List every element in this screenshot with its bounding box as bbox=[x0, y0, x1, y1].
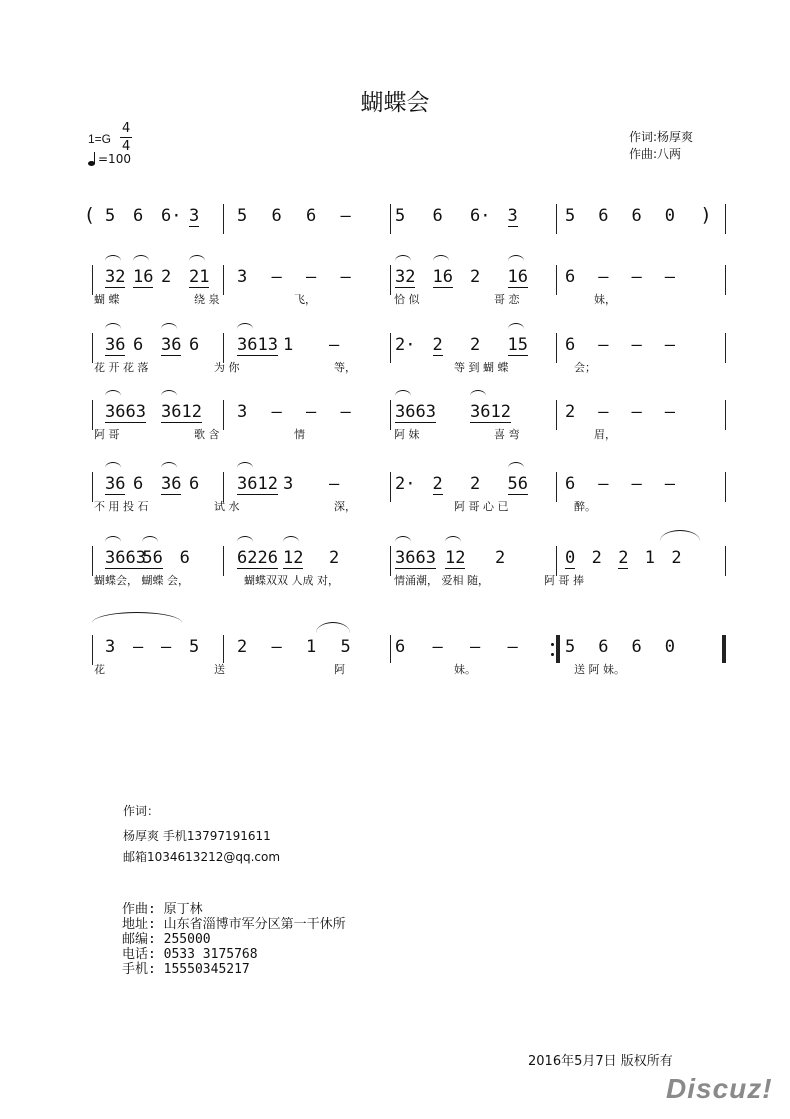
note: – bbox=[306, 267, 317, 287]
note: – bbox=[507, 637, 518, 657]
slur-arc bbox=[161, 462, 177, 468]
lyric-text: 阿 哥 捧 bbox=[544, 574, 584, 587]
note: – bbox=[598, 335, 609, 355]
lyric-text: 眉， bbox=[594, 428, 616, 441]
lyric-text: 阿 妹 bbox=[394, 428, 420, 441]
bar-line bbox=[223, 400, 224, 430]
note: 6 bbox=[631, 637, 642, 657]
note: 16 bbox=[507, 267, 528, 287]
note: 2 bbox=[671, 548, 682, 568]
note: 6 bbox=[133, 474, 144, 494]
bar-line bbox=[92, 635, 93, 665]
note: 0 bbox=[664, 206, 675, 226]
note: 1 bbox=[283, 335, 294, 355]
slur-arc bbox=[161, 390, 177, 396]
slur-arc bbox=[470, 390, 486, 396]
contact-postcode: 邮编: 255000 bbox=[122, 932, 211, 947]
time-signature-line bbox=[120, 137, 132, 138]
bar-line bbox=[556, 333, 557, 363]
note: 1 bbox=[644, 548, 656, 568]
note: 6 bbox=[133, 335, 144, 355]
bar-line bbox=[725, 265, 726, 295]
note: 6 bbox=[179, 548, 190, 568]
note: 32 bbox=[395, 267, 416, 287]
repeat-dot bbox=[551, 653, 554, 656]
slur-arc bbox=[508, 255, 524, 261]
note: 5 bbox=[340, 637, 351, 657]
slur-arc bbox=[142, 536, 158, 542]
note: 56 bbox=[142, 548, 163, 568]
note: – bbox=[664, 474, 675, 494]
note: 5 bbox=[189, 637, 200, 657]
lyric-text: 蝴 蝶 bbox=[94, 293, 120, 306]
slur-arc bbox=[283, 536, 299, 542]
slur-arc bbox=[133, 255, 149, 261]
lyric-text: 送 阿 妹。 bbox=[574, 663, 625, 676]
note: 36 bbox=[105, 474, 126, 494]
bar-line bbox=[92, 333, 93, 363]
tempo-marking bbox=[88, 152, 131, 166]
lyric-text: 阿 哥 bbox=[94, 428, 120, 441]
repeat-dot bbox=[551, 643, 554, 646]
contact-address: 地址: 山东省淄博市军分区第一干休所 bbox=[122, 917, 346, 932]
note: 3612 bbox=[161, 402, 202, 422]
note: 2 bbox=[470, 335, 481, 355]
note: – bbox=[340, 402, 351, 422]
key-signature: 1=G bbox=[88, 132, 112, 146]
note: – bbox=[133, 637, 144, 657]
note: 3 bbox=[507, 206, 518, 226]
lyric-text: 深， bbox=[334, 500, 356, 513]
lyricist-credit: 作词:杨厚爽 bbox=[629, 130, 694, 144]
lyric-text: 等， bbox=[334, 361, 356, 374]
long-slur-arc bbox=[316, 622, 350, 633]
note: 2· bbox=[395, 474, 416, 494]
note: 36 bbox=[161, 474, 182, 494]
note: 6226 bbox=[237, 548, 278, 568]
note: 6· bbox=[470, 206, 491, 226]
song-title: 蝴蝶会 bbox=[360, 90, 430, 116]
slur-arc bbox=[105, 255, 121, 261]
note: 32 bbox=[105, 267, 126, 287]
slur-arc bbox=[105, 462, 121, 468]
note: 1 bbox=[306, 637, 317, 657]
note: 3 bbox=[283, 474, 294, 494]
note: 3663 bbox=[395, 548, 436, 568]
slur-arc bbox=[395, 390, 411, 396]
note: 6· bbox=[161, 206, 182, 226]
note: – bbox=[664, 335, 675, 355]
quarter-note-icon bbox=[88, 152, 98, 166]
tempo-value: =100 bbox=[98, 152, 131, 166]
note: – bbox=[432, 637, 443, 657]
bar-line bbox=[92, 546, 93, 576]
note: 2 bbox=[470, 267, 481, 287]
note: – bbox=[631, 335, 642, 355]
note: 3663 bbox=[105, 402, 146, 422]
open-paren: ( bbox=[86, 204, 94, 226]
note: – bbox=[340, 206, 351, 226]
bar-line bbox=[390, 635, 391, 663]
note: 5 bbox=[565, 637, 576, 657]
note: 12 bbox=[445, 548, 466, 568]
note: – bbox=[598, 474, 609, 494]
lyric-text: 飞， bbox=[294, 293, 316, 306]
note: – bbox=[664, 402, 675, 422]
copyright-date: 2016年5月7日 版权所有 bbox=[528, 1054, 673, 1069]
note: – bbox=[329, 335, 340, 355]
note: 15 bbox=[507, 335, 528, 355]
lyric-text: 花 bbox=[94, 663, 105, 676]
note: 2 bbox=[161, 267, 172, 287]
note: – bbox=[598, 402, 609, 422]
note: – bbox=[598, 267, 609, 287]
note: 2 bbox=[432, 474, 443, 494]
note: 6 bbox=[306, 206, 317, 226]
note: – bbox=[306, 402, 317, 422]
note: 6 bbox=[189, 474, 200, 494]
slur-arc bbox=[189, 255, 205, 261]
bar-line bbox=[725, 546, 726, 576]
watermark-logo: Discuz! bbox=[666, 1073, 773, 1104]
slur-arc bbox=[105, 536, 121, 542]
lyric-text: 妹。 bbox=[454, 663, 476, 676]
bar-line bbox=[223, 265, 224, 295]
note: 3 bbox=[105, 637, 116, 657]
slur-arc bbox=[433, 255, 449, 261]
note: 6 bbox=[395, 637, 406, 657]
lyric-text: 情涌潮， 爱相 随， bbox=[394, 574, 489, 587]
contact-lyricist-line: 杨厚爽 手机13797191611 bbox=[123, 829, 271, 843]
slur-arc bbox=[105, 323, 121, 329]
note: 2· bbox=[395, 335, 416, 355]
bar-line bbox=[725, 204, 726, 234]
note: – bbox=[631, 267, 642, 287]
bar-line bbox=[725, 472, 726, 502]
repeat-bar-line bbox=[557, 635, 560, 663]
note: 3612 bbox=[470, 402, 511, 422]
note: 6 bbox=[565, 267, 576, 287]
note: – bbox=[161, 637, 172, 657]
lyric-text: 歌 含 bbox=[194, 428, 220, 441]
lyric-text: 等 到 蝴 蝶 bbox=[454, 361, 509, 374]
note: 36 bbox=[105, 335, 126, 355]
lyric-text: 喜 弯 bbox=[494, 428, 520, 441]
lyric-text: 恰 似 bbox=[394, 293, 420, 306]
note: 56 bbox=[507, 474, 528, 494]
note: 3 bbox=[237, 267, 248, 287]
bar-line bbox=[725, 333, 726, 363]
bar-line bbox=[390, 400, 391, 430]
slur-arc bbox=[508, 462, 524, 468]
note: – bbox=[271, 267, 282, 287]
note: – bbox=[631, 402, 642, 422]
note: 6 bbox=[631, 206, 642, 226]
note: 5 bbox=[395, 206, 406, 226]
lyric-text: 情 bbox=[294, 428, 305, 441]
bar-line bbox=[556, 265, 557, 295]
note: 2 bbox=[618, 548, 629, 568]
bar-line bbox=[725, 400, 726, 430]
note: 2 bbox=[495, 548, 506, 568]
bar-line bbox=[223, 204, 224, 234]
bar-line bbox=[725, 635, 726, 663]
note: – bbox=[340, 267, 351, 287]
bar-line bbox=[390, 472, 391, 502]
note: 3 bbox=[189, 206, 200, 226]
note: 3613 bbox=[237, 335, 278, 355]
note: 2 bbox=[329, 548, 340, 568]
note: 36 bbox=[161, 335, 182, 355]
lyric-text: 蝴蝶会， 蝴蝶 会， bbox=[94, 574, 189, 587]
contact-composer: 作曲: 原丁林 bbox=[122, 902, 203, 917]
note: 6 bbox=[598, 206, 609, 226]
slur-arc bbox=[395, 255, 411, 261]
slur-arc bbox=[161, 323, 177, 329]
contact-phone: 电话: 0533 3175768 bbox=[122, 947, 258, 962]
slur-arc bbox=[445, 536, 461, 542]
bar-line bbox=[390, 265, 391, 295]
note: – bbox=[329, 474, 340, 494]
final-bar-line bbox=[722, 635, 725, 663]
note: 6 bbox=[432, 206, 443, 226]
lyric-text: 试 水 bbox=[214, 500, 240, 513]
contact-lyricist-label: 作词： bbox=[123, 804, 160, 818]
lyric-text: 送 bbox=[214, 663, 225, 676]
bar-line bbox=[556, 204, 557, 234]
note: 6 bbox=[565, 474, 576, 494]
note: 2 bbox=[565, 402, 576, 422]
note: 3612 bbox=[237, 474, 278, 494]
note: – bbox=[271, 402, 282, 422]
note: 16 bbox=[432, 267, 453, 287]
note: – bbox=[631, 474, 642, 494]
note: 2 bbox=[470, 474, 481, 494]
long-slur-arc bbox=[660, 530, 700, 541]
note: 21 bbox=[189, 267, 210, 287]
note: 2 bbox=[237, 637, 248, 657]
lyric-text: 为 你 bbox=[214, 361, 240, 374]
note: 16 bbox=[133, 267, 154, 287]
bar-line bbox=[223, 546, 224, 576]
slur-arc bbox=[237, 323, 253, 329]
note: 5 bbox=[105, 206, 116, 226]
bar-line bbox=[556, 400, 557, 430]
note: 6 bbox=[271, 206, 282, 226]
contact-mobile: 手机: 15550345217 bbox=[122, 962, 250, 977]
note: 0 bbox=[565, 548, 576, 568]
note: – bbox=[470, 637, 481, 657]
bar-line bbox=[556, 472, 557, 502]
lyric-text: 绕 泉 bbox=[194, 293, 220, 306]
note: 6 bbox=[133, 206, 144, 226]
note: – bbox=[271, 637, 282, 657]
time-signature-top: 4 bbox=[122, 121, 131, 136]
lyric-text: 会； bbox=[574, 361, 596, 374]
note: 2 bbox=[591, 548, 602, 568]
note: 6 bbox=[565, 335, 576, 355]
lyric-text: 醉。 bbox=[574, 500, 596, 513]
note: 12 bbox=[283, 548, 304, 568]
lyric-text: 蝴蝶双双 人成 对， bbox=[244, 574, 339, 587]
lyric-text: 花 开 花 落 bbox=[94, 361, 149, 374]
slur-arc bbox=[508, 323, 524, 329]
bar-line bbox=[390, 333, 391, 363]
bar-line bbox=[390, 204, 391, 234]
bar-line bbox=[390, 546, 391, 576]
lyric-text: 阿 bbox=[334, 663, 345, 676]
note: 3 bbox=[237, 402, 248, 422]
note: 5 bbox=[237, 206, 248, 226]
time-signature-bottom: 4 bbox=[122, 139, 131, 154]
long-slur-arc bbox=[92, 612, 182, 623]
note: – bbox=[664, 267, 675, 287]
note: 6 bbox=[189, 335, 200, 355]
note: 2 bbox=[432, 335, 443, 355]
composer-credit: 作曲:八两 bbox=[629, 147, 682, 161]
lyric-text: 哥 恋 bbox=[494, 293, 520, 306]
slur-arc bbox=[237, 536, 253, 542]
note: 0 bbox=[664, 637, 675, 657]
note: 3663 bbox=[105, 548, 146, 568]
note: 6 bbox=[598, 637, 609, 657]
note: 3663 bbox=[395, 402, 436, 422]
bar-line bbox=[92, 400, 93, 430]
close-paren: ) bbox=[702, 204, 710, 226]
slur-arc bbox=[237, 462, 253, 468]
bar-line bbox=[92, 265, 93, 295]
bar-line bbox=[223, 635, 224, 663]
slur-arc bbox=[395, 536, 411, 542]
bar-line bbox=[92, 472, 93, 502]
lyric-text: 妹， bbox=[594, 293, 616, 306]
note: 5 bbox=[565, 206, 576, 226]
contact-email-line: 邮箱1034613212@qq.com bbox=[123, 850, 281, 864]
lyric-text: 阿 哥 心 已 bbox=[454, 500, 509, 513]
slur-arc bbox=[105, 390, 121, 396]
lyric-text: 不 用 投 石 bbox=[94, 500, 149, 513]
